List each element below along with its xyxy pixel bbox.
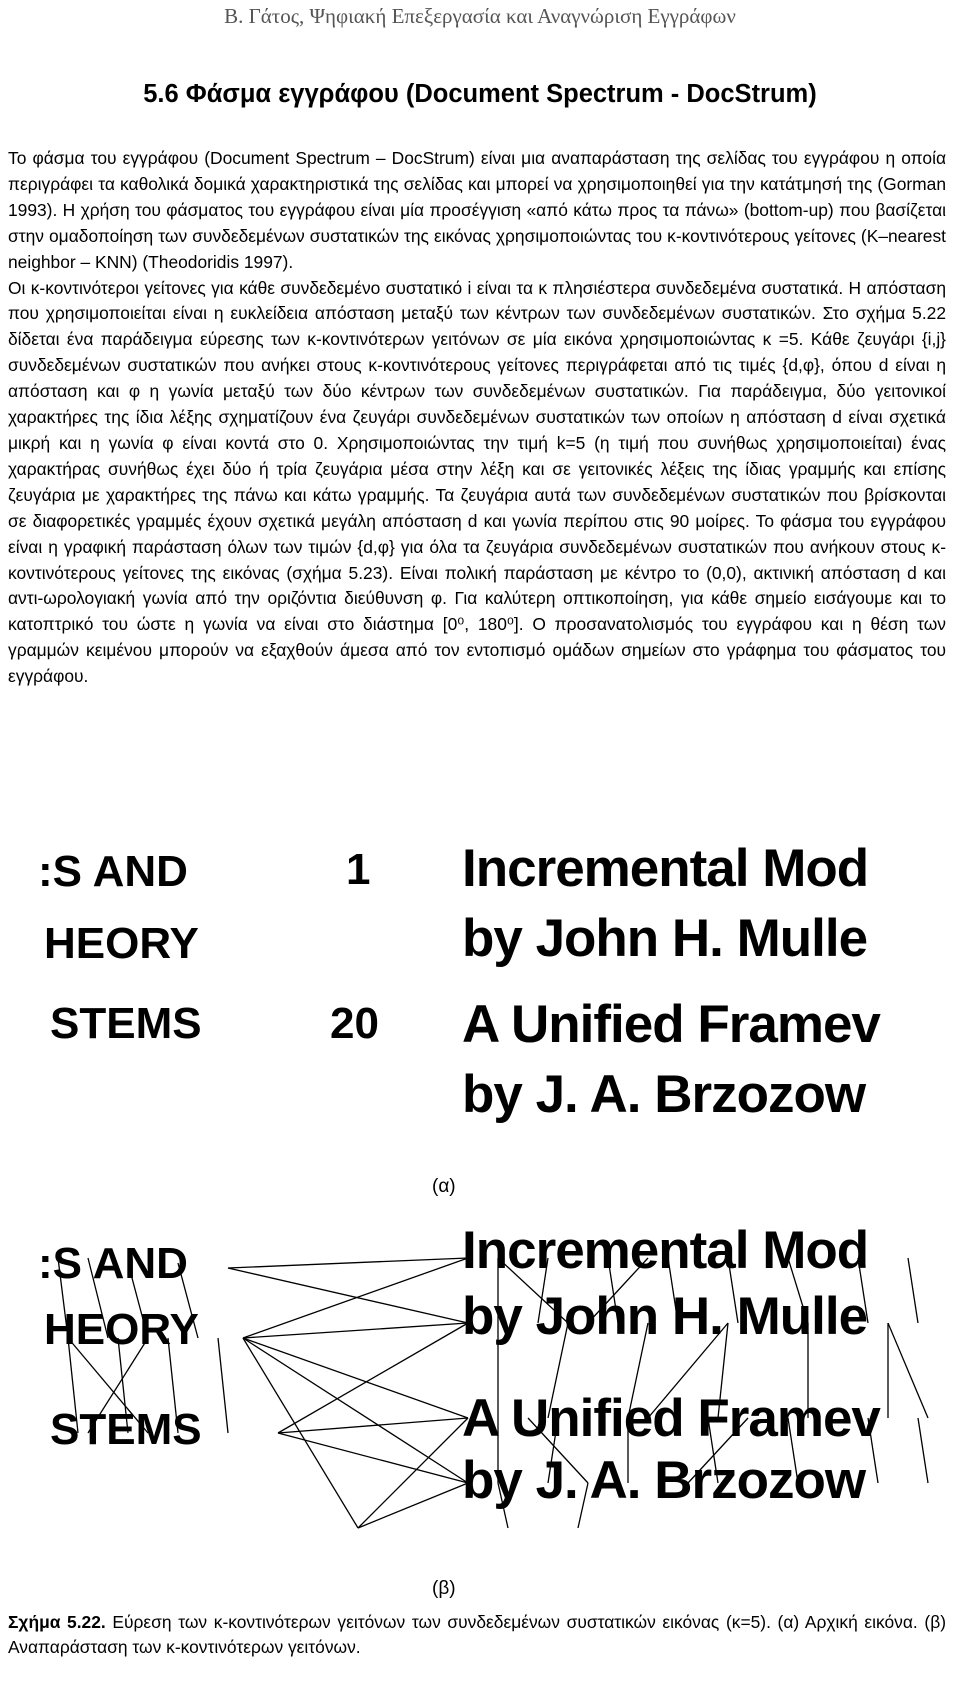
- body-text: [8, 146, 946, 690]
- figure-word: HEORY: [44, 1305, 199, 1354]
- paragraph-1: Το φάσμα του εγγράφου (Document Spectrum – DocStrum) είναι μια αναπαράσταση της σελίδας του εγγράφου η οποία περιγράφει τα καθολικά δομικά χαρακτηριστικά της σελίδας και μπορεί να χρησιμοποιηθεί για την κατάτμησή της (Gorman 1993). Η χρήση του φάσματος του εγγράφου είναι μία προσέγγιση «από κάτω προς τα πάνω» (bottom-up) που βασίζεται στην ομαδοποίηση των συνδεδεμένων συστατικών της εικόνας χρησιμοποιώντας του κ-κοντινότερους γείτονες (K–nearest neighbor – KNN) (Theodoridis 1997).: [8, 148, 946, 272]
- figure-knn-graph: [28, 1221, 940, 1538]
- caption-text: Εύρεση των κ-κοντινότερων γειτόνων των συνδεδεμένων συστατικών εικόνας (κ=5). (α) Αρχική εικόνα. (β) Αναπαράσταση των κ-κοντινότερων γειτόνων.: [8, 1612, 946, 1657]
- figure-word: by John H. Mulle: [462, 1287, 868, 1346]
- neighbor-edges: [28, 1228, 940, 1538]
- figure-word: Incremental Mod: [462, 839, 869, 898]
- figure-caption: [8, 1610, 946, 1660]
- label-b: (β): [432, 1578, 456, 1599]
- figure-word: :S AND: [38, 847, 188, 896]
- caption-label: Σχήμα 5.22.: [8, 1612, 106, 1632]
- figure-word: A Unified Framev: [462, 1389, 880, 1448]
- figure-word: :S AND: [38, 1239, 188, 1288]
- label-a: (α): [432, 1176, 456, 1197]
- figure-word: A Unified Framev: [462, 995, 880, 1054]
- figure-word: STEMS: [50, 999, 202, 1048]
- paragraph-2: Οι κ-κοντινότεροι γείτονες για κάθε συνδεδεμένο συστατικό i είναι τα κ πλησιέστερα συνδεδεμένα συστατικά. Η απόσταση που χρησιμοποιείται είναι η ευκλείδεια απόσταση μεταξύ των κέντρων των συνδεδεμένων συστατικών. Στο σχήμα 5.22 δίδεται ένα παράδειγμα εύρεσης των κ-κοντινότερων γειτόνων σε μία εικόνα χρησιμοποιώντας κ =5. Κάθε ζευγάρι {i,j} συνδεδεμένων συστατικών που ανήκει στους κ-κοντινότερους γείτονες περιγράφεται από τις τιμές {d,φ}, όπου d είναι η απόσταση και φ η γωνία μεταξύ των δύο κέντρων των συνδεδεμένων συστατικών. Για παράδειγμα, δύο γειτονικοί χαρακτήρες της ίδια λέξης σχηματίζουν ένα ζευγάρι συνδεδεμένων συστατικών των οποίων η απόσταση d είναι σχετικά μικρή και η γωνία φ είναι κοντά στο 0. Χρησιμοποιώντας την τιμή k=5 (η τιμή που συνήθως χρησιμοποιείται) ένας χαρακτήρας συνήθως έχει δύο ή τρία ζευγάρια μέσα στην λέξη και σε γειτονικές λέξεις της ίδιας γραμμής και επίσης ζευγάρια με χαρακτήρες της πάνω και κάτω γραμμής. Τα ζευγάρια αυτά των συνδεδεμένων συστατικών που βρίσκονται σε διαφορετικές γραμμές έχουν σχετικά μεγάλη απόσταση d και γωνία περίπου στις 90 μοίρες. Το φάσμα του εγγράφου είναι η γραφική παράσταση όλων των τιμών {d,φ} για όλα τα ζευγάρια συνδεδεμένων συστατικών που ανήκουν στους κ-κοντινότερους γείτονες της εικόνας (σχήμα 5.23). Είναι πολική παράσταση με κέντρο το (0,0), ακτινική απόσταση d και αντι-ωρολογιακή γωνία από την οριζόντια διεύθυνση φ. Για καλύτερη οπτικοποίηση, για κάθε σημείο εισάγουμε και το κατοπτρικό του ώστε η γωνία να είναι στο διάστημα [0⁰, 180⁰]. Ο προσανατολισμός του εγγράφου και η θέση των γραμμών κειμένου μπορούν να εξαχθούν άμεσα από τον εντοπισμό ομάδων σημείων στο γράφημα του φάσματος του εγγράφου.: [8, 277, 946, 687]
- figure-number: 20: [330, 999, 379, 1048]
- section-title: 5.6 Φάσμα εγγράφου (Document Spectrum - DocStrum): [143, 80, 817, 108]
- figure-word: HEORY: [44, 919, 199, 968]
- figure-word: STEMS: [50, 1405, 202, 1454]
- figure-word: by J. A. Brzozow: [462, 1451, 866, 1510]
- figure-original-image: [28, 839, 940, 1172]
- figure-word: Incremental Mod: [462, 1221, 869, 1280]
- figure-number: 1: [346, 845, 371, 894]
- running-head: Β. Γάτος, Ψηφιακή Επεξεργασία και Αναγνώριση Εγγράφων: [224, 4, 736, 28]
- figure-word: by J. A. Brzozow: [462, 1065, 866, 1124]
- figure-word: by John H. Mulle: [462, 909, 868, 968]
